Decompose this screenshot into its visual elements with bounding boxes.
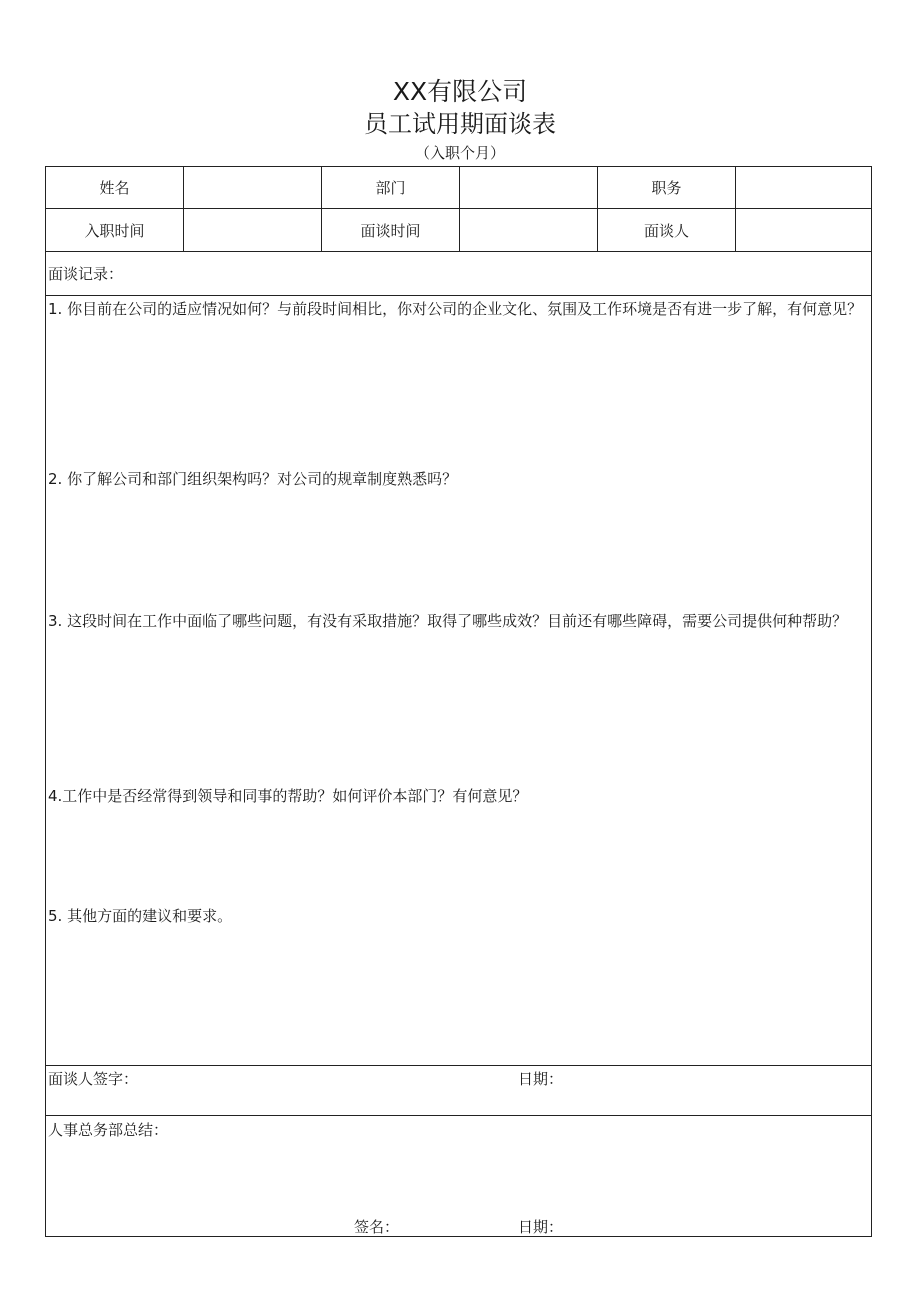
interviewer-date-label: 日期： [518,1070,564,1088]
interviewer-sign-row[interactable] [46,1066,871,1116]
hr-sign-label: 签名： [354,1218,400,1236]
hr-summary-label: 人事总务部总结： [48,1121,169,1139]
name-label: 姓名 [46,167,184,208]
position-label: 职务 [598,167,736,208]
question-5: 5. 其他方面的建议和要求。 [48,907,233,925]
record-label: 面谈记录： [48,265,124,283]
hr-summary-block[interactable] [46,1116,871,1236]
question-2: 2. 你了解公司和部门组织架构吗？对公司的规章制度熟悉吗？ [48,470,458,488]
interview-date-field[interactable] [460,209,598,251]
department-field[interactable] [460,167,598,208]
hire-date-label: 入职时间 [46,209,184,251]
hire-date-field[interactable] [184,209,322,251]
company-title: XX有限公司 [392,77,528,106]
position-field[interactable] [736,167,871,208]
question-4: 4.工作中是否经常得到领导和同事的帮助？如何评价本部门？有何意见？ [48,787,528,805]
form-subtitle: （入职个月） [414,144,505,162]
question-3: 3. 这段时间在工作中面临了哪些问题，有没有采取措施？取得了哪些成效？目前还有哪些障碍，需要公司提供何种帮助？ [48,612,848,630]
info-row-2 [46,209,871,252]
interview-date-label: 面谈时间 [322,209,460,251]
name-field[interactable] [184,167,322,208]
form-title: 员工试用期面谈表 [364,110,556,138]
record-label-row [46,252,871,296]
interview-form-table [45,166,872,1237]
interviewer-label: 面谈人 [598,209,736,251]
hr-date-label: 日期： [518,1218,564,1236]
question-1: 1. 你目前在公司的适应情况如何？与前段时间相比，你对公司的企业文化、氛围及工作环境是否有进一步了解，有何意见？ [48,300,863,318]
questions-block[interactable] [46,296,871,1066]
interviewer-sign-label: 面谈人签字： [48,1070,139,1088]
department-label: 部门 [322,167,460,208]
interviewer-field[interactable] [736,209,871,251]
info-row-1 [46,167,871,209]
